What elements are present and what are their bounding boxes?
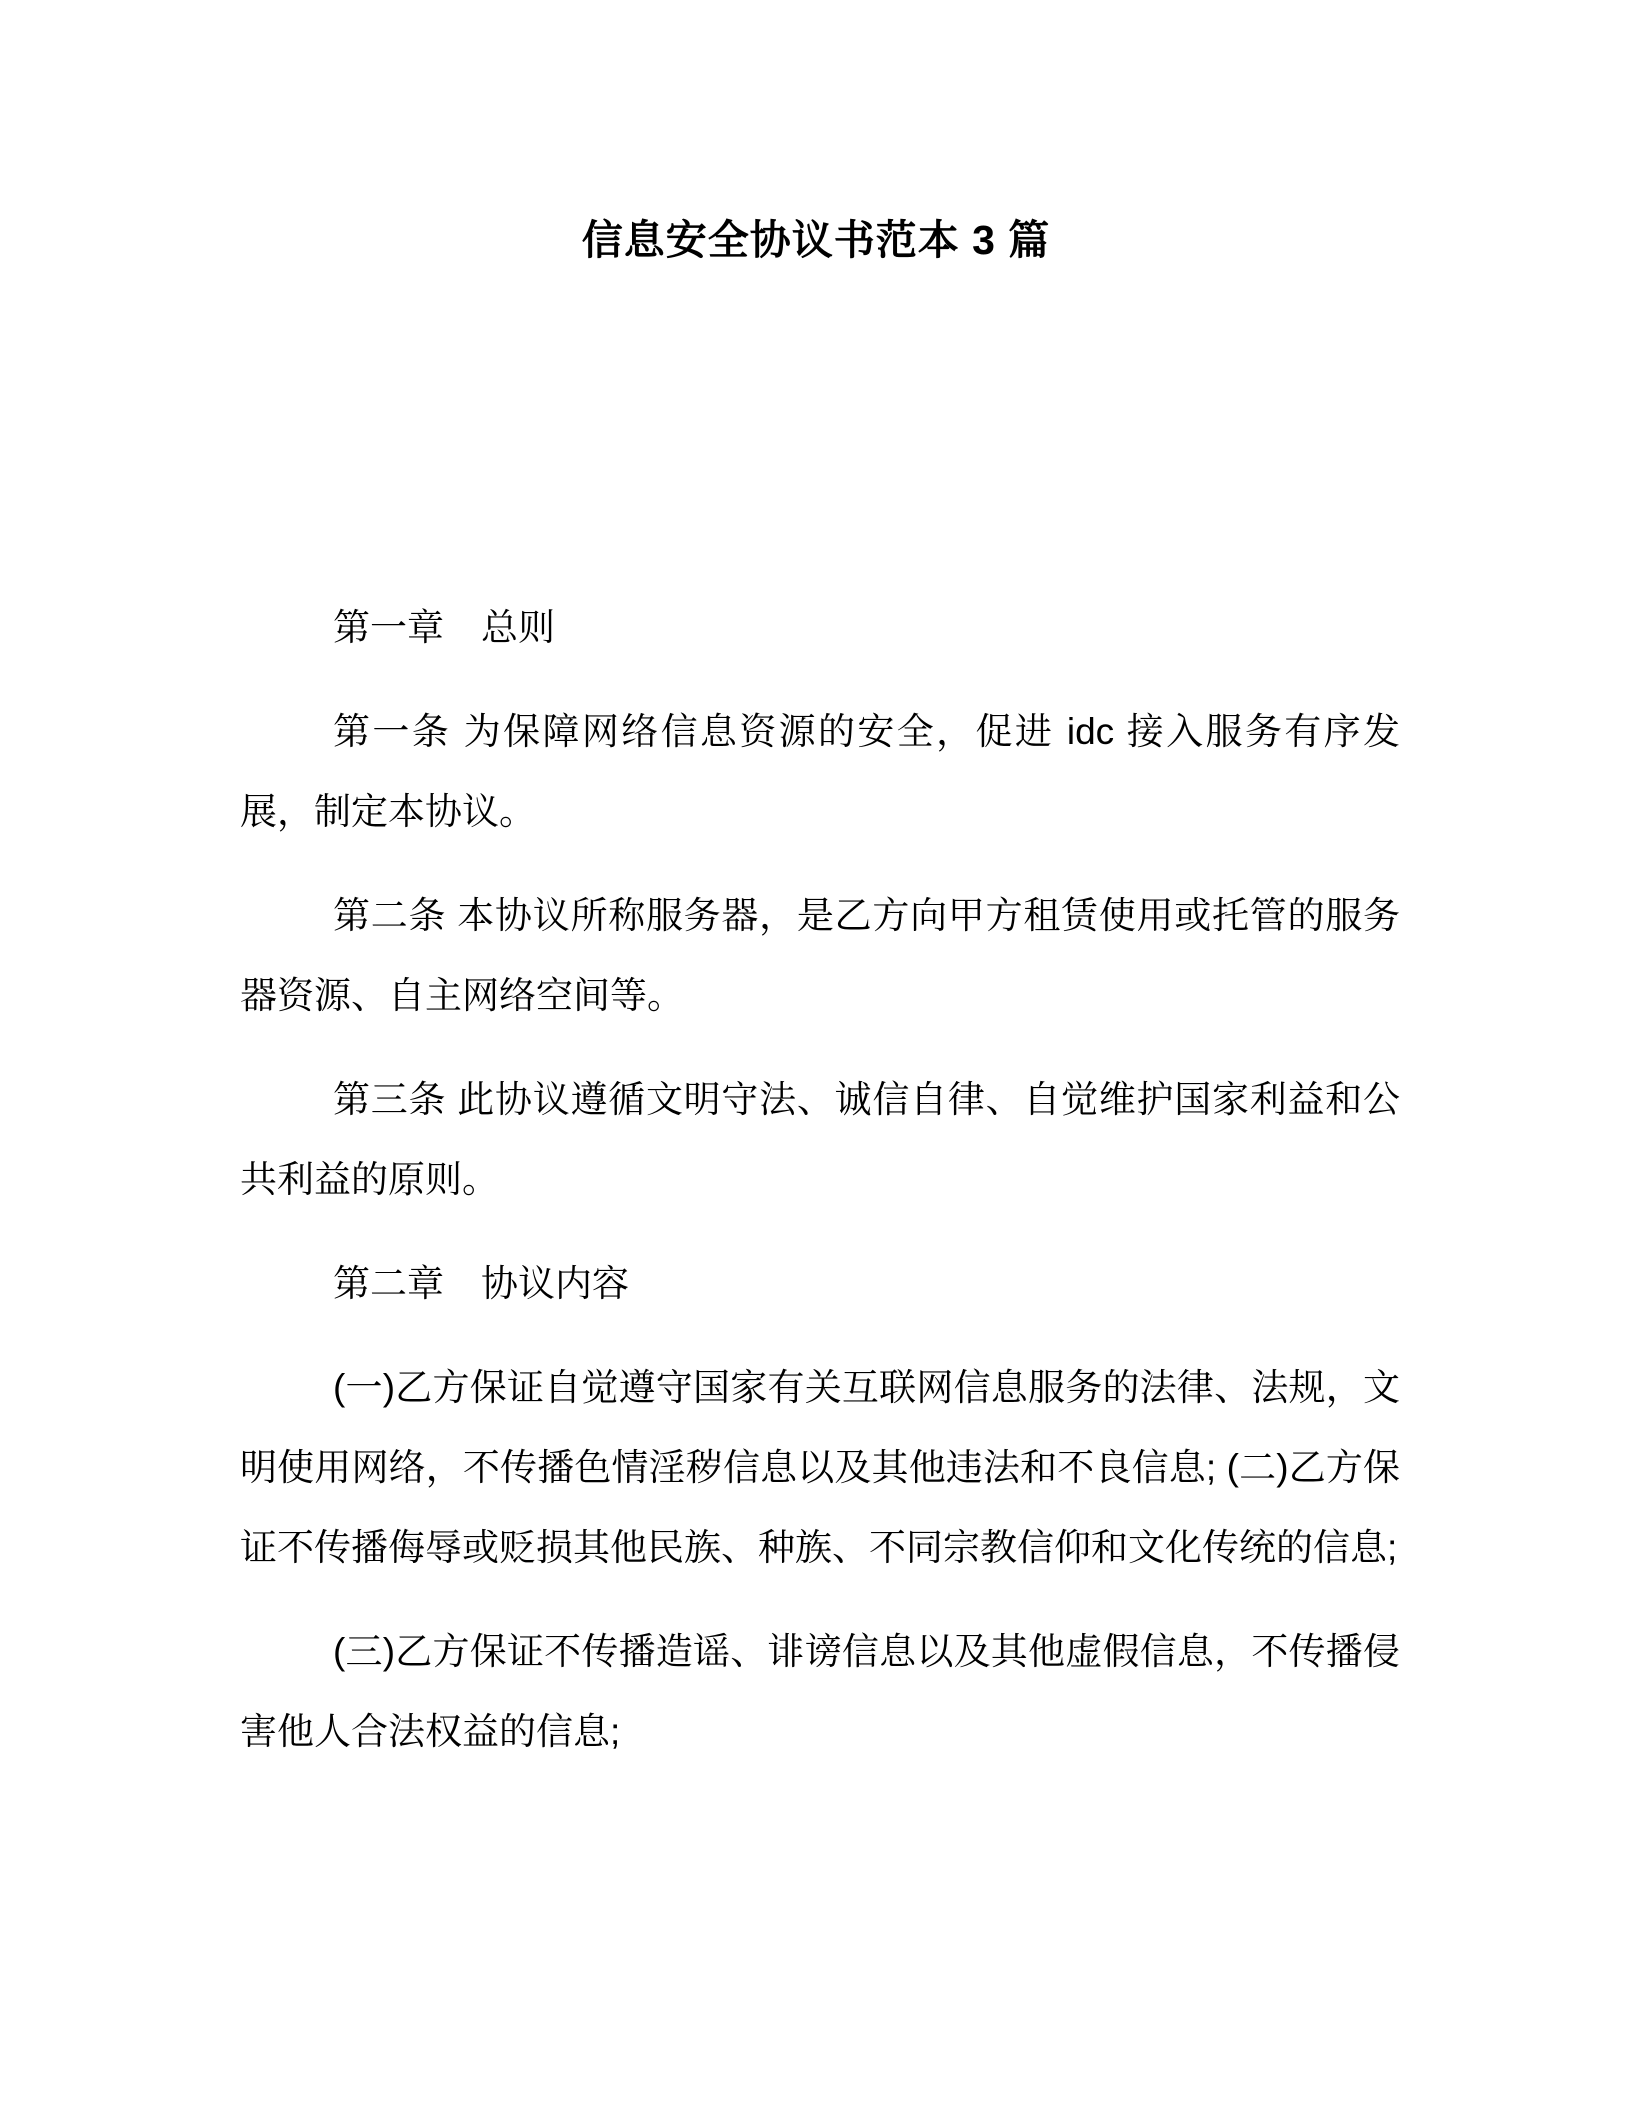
chapter-heading: 第一章 总则 [333, 607, 555, 648]
paragraph: (三)乙方保证不传播造谣、诽谤信息以及其他虚假信息，不传播侵害他人合法权益的信息; [240, 1631, 1400, 1752]
chapter-heading: 第二章 协议内容 [333, 1263, 629, 1304]
document-body [240, 588, 1400, 1772]
paragraph: 第二条 本协议所称服务器，是乙方向甲方租赁使用或托管的服务器资源、自主网络空间等。 [240, 895, 1400, 1016]
paragraph: 第一条 为保障网络信息资源的安全，促进 idc 接入服务有序发展，制定本协议。 [240, 711, 1400, 832]
paragraph: (一)乙方保证自觉遵守国家有关互联网信息服务的法律、法规，文明使用网络，不传播色情淫秽信息以及其他违法和不良信息; (二)乙方保证不传播侮辱或贬损其他民族、种族、不同宗教信仰和文化传统的信息; [240, 1367, 1400, 1568]
paragraph: 第三条 此协议遵循文明守法、诚信自律、自觉维护国家利益和公共利益的原则。 [240, 1079, 1400, 1200]
document-title: 信息安全协议书范本 3 篇 [581, 217, 1051, 263]
